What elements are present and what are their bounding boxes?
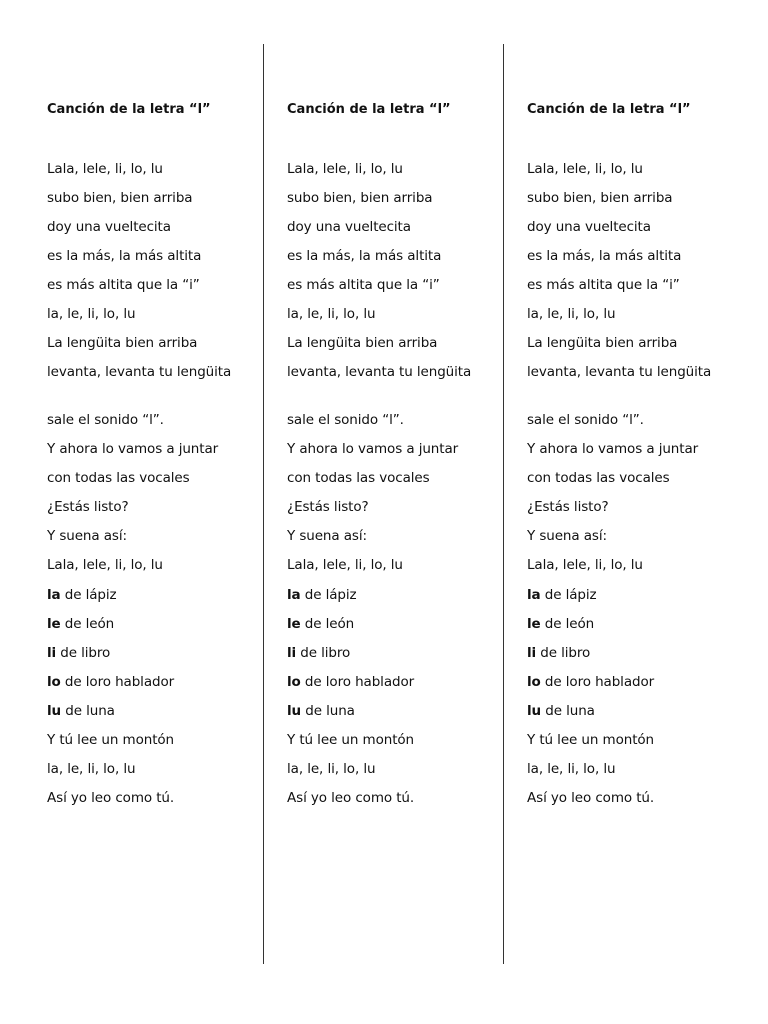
song-line-text: de loro hablador — [300, 674, 415, 690]
song-line — [287, 498, 487, 517]
song-line-text: con todas las vocales — [47, 470, 190, 486]
song-line — [527, 411, 727, 430]
song-line-text: de león — [300, 616, 355, 632]
song-line — [287, 556, 487, 575]
song-line-text: de luna — [541, 703, 595, 719]
song-line-text: es más altita que la “i” — [47, 277, 200, 293]
song-line — [527, 160, 727, 179]
song-line — [287, 334, 487, 353]
song-line-text: ¿Estás listo? — [527, 499, 609, 515]
song-line-text: de luna — [301, 703, 355, 719]
song-title: Canción de la letra “l” — [47, 102, 211, 117]
song-line — [527, 586, 727, 605]
song-line — [287, 160, 487, 179]
syllable: le — [47, 616, 61, 632]
song-line — [527, 789, 727, 808]
song-line-text: la, le, li, lo, lu — [47, 761, 136, 777]
syllable: li — [47, 645, 57, 661]
song-line-text: Así yo leo como tú. — [287, 790, 415, 806]
syllable: li — [287, 645, 297, 661]
song-line — [287, 731, 487, 750]
song-line — [287, 469, 487, 488]
song-line — [47, 218, 247, 237]
song-line-text: la, le, li, lo, lu — [287, 306, 376, 322]
song-line-text: de león — [540, 616, 595, 632]
song-line-text: ¿Estás listo? — [47, 499, 129, 515]
song-line — [287, 305, 487, 324]
song-line — [527, 189, 727, 208]
song-line-text: Lala, lele, li, lo, lu — [47, 161, 163, 177]
syllable: lo — [527, 674, 541, 690]
song-line — [287, 760, 487, 779]
song-line — [47, 644, 247, 663]
song-line — [287, 644, 487, 663]
song-line-text: doy una vueltecita — [47, 219, 171, 235]
song-line-text: de lápiz — [540, 587, 597, 603]
song-line — [527, 702, 727, 721]
song-line — [287, 673, 487, 692]
song-line — [527, 615, 727, 634]
song-line-text: es la más, la más altita — [527, 248, 682, 264]
song-line-text: de libro — [536, 645, 591, 661]
song-line-text: levanta, levanta tu lengüita — [47, 364, 232, 380]
song-line-text: es la más, la más altita — [47, 248, 202, 264]
song-line-text: de libro — [56, 645, 111, 661]
song-line-text: es más altita que la “i” — [287, 277, 440, 293]
song-line — [287, 615, 487, 634]
song-line — [47, 527, 247, 546]
song-line-text: levanta, levanta tu lengüita — [527, 364, 712, 380]
song-line-text: sale el sonido “l”. — [287, 412, 404, 428]
song-line-text: de lápiz — [300, 587, 357, 603]
song-line — [47, 702, 247, 721]
song-line — [47, 363, 247, 382]
song-line — [47, 556, 247, 575]
song-line-text: Y tú lee un montón — [287, 732, 415, 748]
song-line-text: Lala, lele, li, lo, lu — [47, 557, 163, 573]
song-line-text: Y suena así: — [47, 528, 127, 544]
song-line-text: Y ahora lo vamos a juntar — [527, 441, 699, 457]
song-line — [287, 527, 487, 546]
song-line — [527, 760, 727, 779]
song-line — [47, 789, 247, 808]
song-line — [527, 498, 727, 517]
song-line-text: Y suena así: — [527, 528, 607, 544]
song-line — [47, 305, 247, 324]
syllable: lo — [287, 674, 301, 690]
song-line — [527, 527, 727, 546]
song-line-text: de león — [60, 616, 115, 632]
syllable: la — [527, 587, 541, 603]
song-line — [287, 276, 487, 295]
song-line-text: La lengüita bien arriba — [47, 335, 198, 351]
song-line — [287, 702, 487, 721]
syllable: lu — [287, 703, 302, 719]
song-line-text: subo bien, bien arriba — [287, 190, 433, 206]
syllable: le — [527, 616, 541, 632]
song-line-text: Y tú lee un montón — [47, 732, 175, 748]
song-line-text: Lala, lele, li, lo, lu — [287, 161, 403, 177]
song-line — [47, 189, 247, 208]
song-title: Canción de la letra “l” — [287, 102, 451, 117]
song-line — [527, 363, 727, 382]
syllable: lo — [47, 674, 61, 690]
song-line — [47, 731, 247, 750]
song-line-text: Y ahora lo vamos a juntar — [47, 441, 219, 457]
song-line — [527, 469, 727, 488]
syllable: le — [287, 616, 301, 632]
song-line-text: ¿Estás listo? — [287, 499, 369, 515]
song-line-text: la, le, li, lo, lu — [47, 306, 136, 322]
song-line-text: con todas las vocales — [287, 470, 430, 486]
song-line-text: Lala, lele, li, lo, lu — [527, 161, 643, 177]
song-line-text: Y tú lee un montón — [527, 732, 655, 748]
song-line-text: de libro — [296, 645, 351, 661]
song-line — [47, 586, 247, 605]
song-line-text: doy una vueltecita — [287, 219, 411, 235]
song-line-text: la, le, li, lo, lu — [527, 306, 616, 322]
song-line — [47, 498, 247, 517]
song-line — [287, 189, 487, 208]
song-line — [47, 673, 247, 692]
song-line — [527, 276, 727, 295]
song-line-text: subo bien, bien arriba — [527, 190, 673, 206]
song-line — [527, 247, 727, 266]
song-line — [287, 586, 487, 605]
song-line-text: La lengüita bien arriba — [527, 335, 678, 351]
song-line — [287, 218, 487, 237]
song-line-text: La lengüita bien arriba — [287, 335, 438, 351]
song-line-text: sale el sonido “l”. — [47, 412, 164, 428]
song-title: Canción de la letra “l” — [527, 102, 691, 117]
song-line-text: Así yo leo como tú. — [527, 790, 655, 806]
song-line-text: Y ahora lo vamos a juntar — [287, 441, 459, 457]
syllable: lu — [527, 703, 542, 719]
song-line-text: Y suena así: — [287, 528, 367, 544]
syllable: la — [287, 587, 301, 603]
song-line — [287, 440, 487, 459]
song-line — [47, 276, 247, 295]
song-line — [47, 247, 247, 266]
song-line-text: Lala, lele, li, lo, lu — [287, 557, 403, 573]
column-divider-left — [263, 44, 264, 964]
song-line-text: Así yo leo como tú. — [47, 790, 175, 806]
song-line — [47, 760, 247, 779]
song-line-text: es la más, la más altita — [287, 248, 442, 264]
syllable: la — [47, 587, 61, 603]
song-line-text: de loro hablador — [540, 674, 655, 690]
song-line — [287, 789, 487, 808]
song-line — [527, 673, 727, 692]
syllable: lu — [47, 703, 62, 719]
song-line-text: subo bien, bien arriba — [47, 190, 193, 206]
song-line-text: la, le, li, lo, lu — [527, 761, 616, 777]
song-line-text: de lápiz — [60, 587, 117, 603]
song-line — [527, 440, 727, 459]
song-line — [47, 615, 247, 634]
song-line — [527, 334, 727, 353]
syllable: li — [527, 645, 537, 661]
song-line — [527, 556, 727, 575]
song-line — [287, 363, 487, 382]
song-line — [47, 334, 247, 353]
song-line-text: doy una vueltecita — [527, 219, 651, 235]
song-line — [47, 160, 247, 179]
song-line — [47, 411, 247, 430]
song-line — [47, 469, 247, 488]
song-line-text: de loro hablador — [60, 674, 175, 690]
song-line — [527, 644, 727, 663]
song-line — [527, 305, 727, 324]
song-line — [527, 218, 727, 237]
song-line-text: con todas las vocales — [527, 470, 670, 486]
column-divider-right — [503, 44, 504, 964]
song-line-text: sale el sonido “l”. — [527, 412, 644, 428]
song-line-text: Lala, lele, li, lo, lu — [527, 557, 643, 573]
song-line — [527, 731, 727, 750]
song-line — [287, 411, 487, 430]
song-line-text: levanta, levanta tu lengüita — [287, 364, 472, 380]
song-line-text: de luna — [61, 703, 115, 719]
song-line — [47, 440, 247, 459]
song-line-text: es más altita que la “i” — [527, 277, 680, 293]
song-line — [287, 247, 487, 266]
song-line-text: la, le, li, lo, lu — [287, 761, 376, 777]
